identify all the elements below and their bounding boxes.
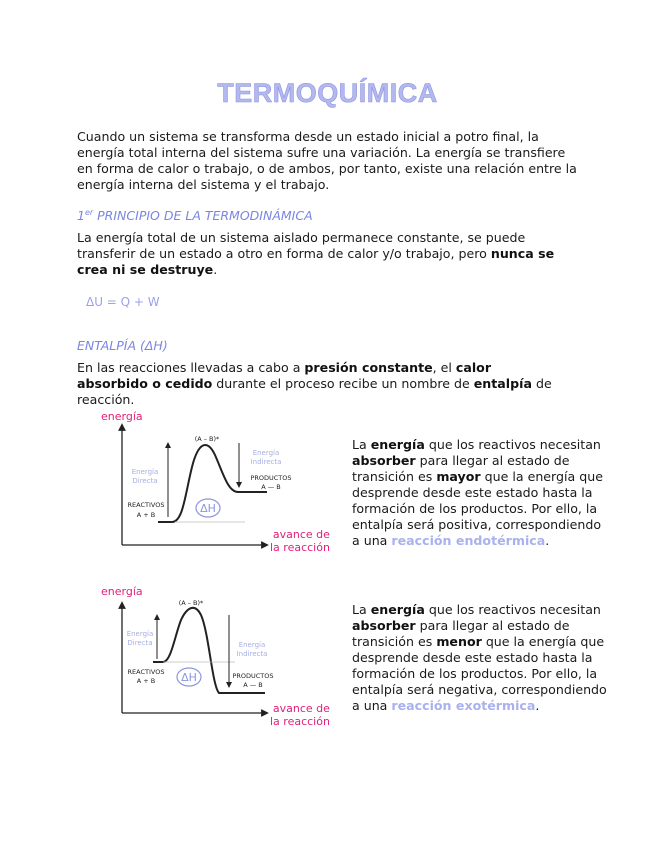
direct-label-2: Directa [127, 639, 153, 647]
reactants-label-1: REACTIVOS [127, 501, 165, 509]
direct-label-2: Directa [132, 477, 158, 485]
progress-axis-label: avance de la reacción [270, 528, 330, 554]
direct-label-1: Energía [126, 630, 154, 638]
products-label-2: A — B [243, 681, 263, 689]
intro-paragraph: Cuando un sistema se transforma desde un estado inicial a potro final, la energía total interna del sistema sufre una variación. La energía se transfiere en forma de calor o trabajo, o de ambos, por tanto, existe una relación entre la energía interna del sistema y el trabajo. [77, 129, 577, 192]
enthalpy-paragraph: En las reacciones llevadas a cabo a presión constante, el calor absorbido o cedido durante el proceso recibe un nombre de entalpía de reacción. [77, 360, 552, 407]
enthalpy-heading: ENTALPÍA (ΔH) [77, 338, 168, 353]
products-label-1: PRODUCTOS [232, 672, 274, 680]
page-title: TERMOQUÍMICA [217, 78, 438, 108]
progress-axis-label: avance de la reacción [270, 702, 330, 728]
indirect-label-1: Energía [252, 449, 280, 457]
first-law-paragraph: La energía total de un sistema aislado permanece constante, se puede transferir de un estado a otro en forma de calor y/o trabajo, pero nunca se crea ni se destruye. [77, 230, 555, 277]
delta-h-label: ΔH [181, 671, 197, 684]
indirect-label-2: Indirecta [250, 458, 282, 466]
indirect-label-2: Indirecta [236, 650, 268, 658]
indirect-label-1: Energía [238, 641, 266, 649]
reactants-label-1: REACTIVOS [127, 668, 165, 676]
products-label-1: PRODUCTOS [250, 474, 292, 482]
endothermic-explanation: La energía que los reactivos necesitan absorber para llegar al estado de transición es mayor que la energía que desprende desde este estado hasta la formación de los productos. Por ello, la entalpía será positiva, correspondiendo a una reacción endotérmica. [352, 437, 603, 548]
delta-h-label: ΔH [200, 502, 216, 515]
reactants-label-2: A + B [136, 511, 156, 519]
reactants-label-2: A + B [136, 677, 156, 685]
energy-axis-label: energía [101, 410, 143, 423]
peak-label: (A – B)* [178, 599, 204, 607]
exothermic-explanation: La energía que los reactivos necesitan absorber para llegar al estado de transición es menor que la energía que desprende desde este estado hasta la formación de los productos. Por ello, la entalpía será negativa, correspondiendo a una reacción exotérmica. [352, 602, 607, 713]
energy-axis-label: energía [101, 585, 143, 598]
first-law-heading: 1er PRINCIPIO DE LA TERMODINÁMICA [77, 208, 313, 224]
products-label-2: A — B [261, 483, 281, 491]
energy-formula: ΔU = Q + W [86, 295, 160, 309]
peak-label: (A – B)* [194, 435, 220, 443]
direct-label-1: Energía [131, 468, 159, 476]
